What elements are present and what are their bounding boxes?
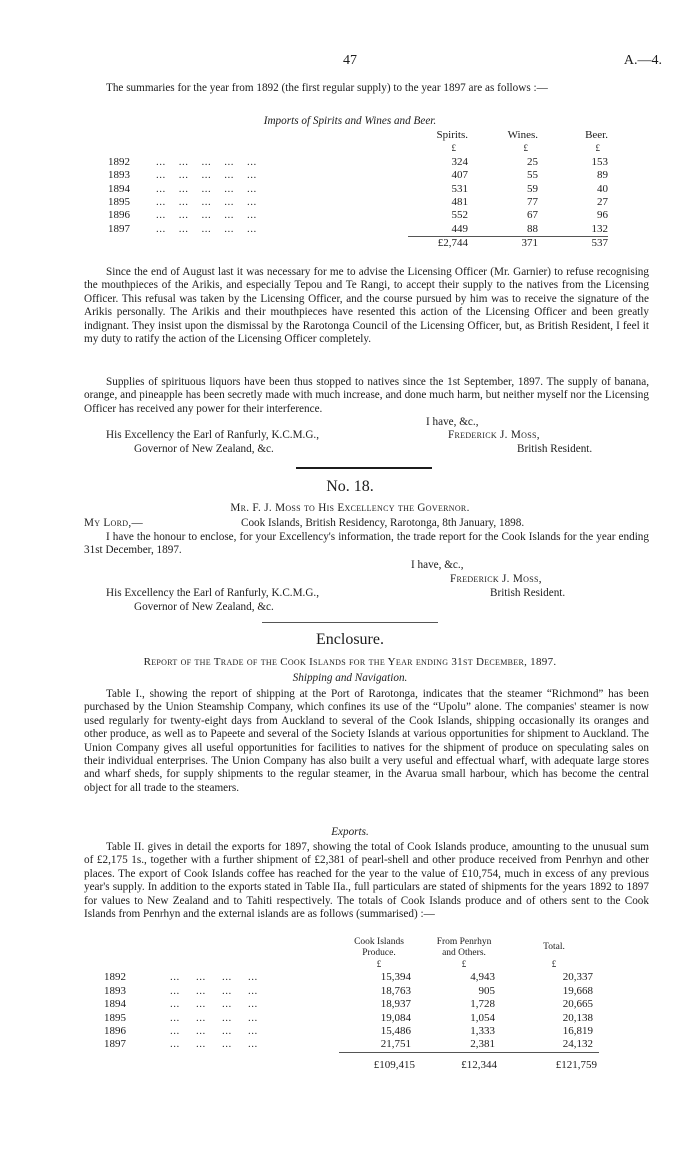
table-row: 1896 ... ... ... ... 15,486 1,333 16,819 <box>104 1025 599 1038</box>
unit-wines: £ <box>523 143 528 154</box>
table-row: 1897 ... ... ... ... ... 449 88 132 <box>108 222 608 235</box>
col-cook-line1: Cook Islands <box>354 937 404 947</box>
section-divider <box>296 467 432 469</box>
beer-cell: 89 <box>597 169 608 182</box>
wines-cell: 25 <box>527 155 538 168</box>
beer-cell: 153 <box>591 155 608 168</box>
penrhyn-cell: 1,333 <box>470 1025 495 1038</box>
year-cell: 1896 <box>108 209 130 222</box>
table-row: 1893 ... ... ... ... ... 407 55 89 <box>108 169 608 182</box>
cook-total: £109,415 <box>339 1052 419 1072</box>
closing-i-have: I have, &c., <box>426 416 479 428</box>
year-cell: 1894 <box>104 998 126 1011</box>
col-penrhyn <box>419 937 509 958</box>
cook-cell: 15,486 <box>380 1025 411 1038</box>
wines-cell: 77 <box>527 196 538 209</box>
imports-table-title: Imports of Spirits and Wines and Beer. <box>263 115 437 127</box>
wines-cell: 59 <box>527 182 538 195</box>
no18-signer-title: British Resident. <box>490 587 566 599</box>
intro-text: The summaries for the year from 1892 (the first regular supply) to the year 1897 are as follows :— <box>106 82 548 94</box>
beer-total: 537 <box>538 237 608 251</box>
grand-total: £121,759 <box>509 1052 599 1072</box>
wines-cell: 67 <box>527 209 538 222</box>
licensing-paragraph <box>84 266 649 346</box>
cook-cell: 21,751 <box>380 1038 411 1051</box>
addressee-line-2: Governor of New Zealand, &c. <box>134 443 274 455</box>
table-row: 1896 ... ... ... ... ... 552 67 96 <box>108 209 608 222</box>
penrhyn-cell: 4,943 <box>470 971 495 984</box>
beer-cell: 96 <box>597 209 608 222</box>
no18-closing: I have, &c., <box>411 559 464 571</box>
cook-cell: 15,394 <box>380 971 411 984</box>
wines-cell: 55 <box>527 169 538 182</box>
wines-cell: 88 <box>527 222 538 235</box>
exports-table <box>104 937 599 1072</box>
wines-total: 371 <box>468 237 538 251</box>
col-beer: Beer. <box>585 129 608 141</box>
exports-text: Table II. gives in detail the exports for 1897, showing the total of Cook Islands produce, amounting to the unusual sum of £2,175 1s., together with a further shipment of £2,381 of pearl-shell and other produce received from Penrhyn and other places. The export of Cook Islands coffee has reached for the year to the value of £10,754, much in excess of any previous year's supply. In addition to the exports stated in Table IIa., full particulars are stated of shipments for the years 1892 to 1897 for values to New Zealand and to Tahiti respectively. The totals of Cook Islands produce and of others sent to the Cook Islands from Penrhyn and the external islands are as follows (summarised) :— <box>84 841 649 921</box>
licensing-text: Since the end of August last it was necessary for me to advise the Licensing Officer (Mr. Garnier) to refuse recognising the mouthpieces of the Arikis, and especially Tepou and Te Rangi, to accept their supply to the natives from the Licensing Officer. This refusal was taken by the Licensing Officer, and the course pursued by him was to receive the signature of the Arikis personally. The Arikis and their mouthpieces have resented this action of the Licensing Officer and been greatly indignant. They insist upon the dismissal by the Rarotonga Council of the Licensing Officer, but, as British Resident, I feel it my duty to ratify the action of the Licensing Officer completely. <box>84 266 649 346</box>
signer-name: Frederick J. Moss, <box>448 429 540 441</box>
spirits-cell: 531 <box>451 182 468 195</box>
year-cell: 1895 <box>108 196 130 209</box>
signer-title: British Resident. <box>517 443 593 455</box>
shipping-text: Table I., showing the report of shipping at the Port of Rarotonga, indicates that the steamer “Richmond” has been purchased by the Union Steamship Company, which confines its use of the “Upolu” alone. The companies' steamer is now used regularly for twenty-eight days from Auckland to several of the Cook Islands, shipping occasionally its oranges and other produce, as well as to Papeete and several of the Society Islands at various opportunities for shipment to Auckland. The Union Company gives all useful opportunities for facilities to natives for the shipment of produce on speculating sales on their individual enterprises. The Union Company has also built a very useful and effectual wharf, with adequate large stores and wharf sheds, for supply shipments to the regular steamer, in the Avarua small harbour, which has become the central object for all trade to the steamers. <box>84 688 649 794</box>
no18-body-text: I have the honour to enclose, for your Excellency's information, the trade report for the Cook Islands for the year ending 31st December, 1897. <box>84 531 649 557</box>
year-cell: 1897 <box>104 1038 126 1051</box>
imports-units-row <box>108 142 608 155</box>
table-row: 1893 ... ... ... ... 18,763 905 19,668 <box>104 985 599 998</box>
total-cell: 24,132 <box>562 1038 593 1051</box>
unit-penrhyn: £ <box>461 959 467 969</box>
col-spirits: Spirits. <box>436 129 468 141</box>
spirits-total: £2,744 <box>408 237 468 251</box>
supplies-text: Supplies of spirituous liquors have been thus stopped to natives since the 1st September, 1897. The supply of banana, orange, and pineapple has been secretly made with much increase, and done much harm, but neither myself nor the Licensing Officer has received any power for their interference. <box>84 376 649 415</box>
salutation: My Lord,— <box>84 517 143 529</box>
intro-paragraph <box>84 82 649 95</box>
parliamentary-paper-ref: A.—4. <box>623 53 662 68</box>
beer-cell: 132 <box>591 222 608 235</box>
col-penrhyn-line2: and Others. <box>442 947 486 958</box>
penrhyn-cell: 1,054 <box>470 1011 495 1024</box>
exports-units-row <box>104 958 599 971</box>
unit-spirits: £ <box>451 143 456 154</box>
spirits-cell: 552 <box>451 209 468 222</box>
table-row: 1892 ... ... ... ... 15,394 4,943 20,337 <box>104 971 599 984</box>
col-wines: Wines. <box>507 129 538 141</box>
exports-paragraph <box>84 841 649 921</box>
table-row: 1894 ... ... ... ... 18,937 1,728 20,665 <box>104 998 599 1011</box>
no18-addressee-line-1: His Excellency the Earl of Ranfurly, K.C.M.G., <box>106 587 320 599</box>
penrhyn-total: £12,344 <box>419 1052 509 1072</box>
year-cell: 1893 <box>108 169 130 182</box>
cook-cell: 19,084 <box>380 1011 411 1024</box>
no18-title: No. 18. <box>326 478 374 495</box>
beer-cell: 40 <box>597 182 608 195</box>
cook-cell: 18,937 <box>380 998 411 1011</box>
year-cell: 1895 <box>104 1011 126 1024</box>
total-cell: 20,665 <box>562 998 593 1011</box>
exports-header-row <box>104 937 599 958</box>
enclosure-divider <box>262 622 438 623</box>
year-cell: 1897 <box>108 222 130 235</box>
place-date: Cook Islands, British Residency, Rarotonga, 8th January, 1898. <box>241 517 525 529</box>
table-row: 1892 ... ... ... ... ... 324 25 153 <box>108 155 608 168</box>
no18-subtitle: Mr. F. J. Moss to His Excellency the Governor. <box>230 502 470 514</box>
col-total: Total. <box>543 942 565 953</box>
unit-total: £ <box>551 959 557 969</box>
cook-cell: 18,763 <box>380 984 411 997</box>
spirits-cell: 449 <box>451 222 468 235</box>
year-cell: 1892 <box>104 971 126 984</box>
unit-cook: £ <box>376 959 382 969</box>
spirits-cell: 481 <box>451 196 468 209</box>
imports-table <box>108 129 608 251</box>
table-row: 1895 ... ... ... ... ... 481 77 27 <box>108 196 608 209</box>
beer-cell: 27 <box>597 196 608 209</box>
supplies-paragraph <box>84 376 649 416</box>
year-cell: 1893 <box>104 984 126 997</box>
table-row: 1897 ... ... ... ... 21,751 2,381 24,132 <box>104 1038 599 1052</box>
penrhyn-cell: 2,381 <box>470 1038 495 1051</box>
col-cook-line2: Produce. <box>362 947 396 958</box>
no18-signer-name: Frederick J. Moss, <box>450 573 542 585</box>
shipping-heading: Shipping and Navigation. <box>292 672 408 684</box>
spirits-cell: 324 <box>451 155 468 168</box>
total-cell: 20,337 <box>562 971 593 984</box>
unit-beer: £ <box>595 143 600 154</box>
penrhyn-cell: 1,728 <box>470 998 495 1011</box>
total-cell: 19,668 <box>562 984 593 997</box>
page-number: 47 <box>343 53 357 68</box>
table-row: 1895 ... ... ... ... 19,084 1,054 20,138 <box>104 1012 599 1025</box>
total-cell: 20,138 <box>562 1011 593 1024</box>
enclosure-title: Enclosure. <box>316 631 384 648</box>
total-cell: 16,819 <box>562 1025 593 1038</box>
year-cell: 1894 <box>108 182 130 195</box>
spirits-cell: 407 <box>451 169 468 182</box>
year-cell: 1896 <box>104 1025 126 1038</box>
imports-header-row <box>108 129 608 142</box>
addressee-line-1: His Excellency the Earl of Ranfurly, K.C.M.G., <box>106 429 320 441</box>
col-cook-islands <box>339 937 419 958</box>
exports-totals-row <box>104 1052 599 1072</box>
no18-body <box>84 531 649 558</box>
report-title: Report of the Trade of the Cook Islands for the Year ending 31st December, 1897. <box>143 656 557 668</box>
year-cell: 1892 <box>108 155 130 168</box>
penrhyn-cell: 905 <box>478 984 495 997</box>
col-penrhyn-line1: From Penrhyn <box>436 937 492 947</box>
imports-totals-row <box>108 237 608 251</box>
shipping-paragraph <box>84 688 649 795</box>
exports-heading: Exports. <box>331 826 369 838</box>
table-row: 1894 ... ... ... ... ... 531 59 40 <box>108 182 608 195</box>
no18-addressee-line-2: Governor of New Zealand, &c. <box>134 601 274 613</box>
